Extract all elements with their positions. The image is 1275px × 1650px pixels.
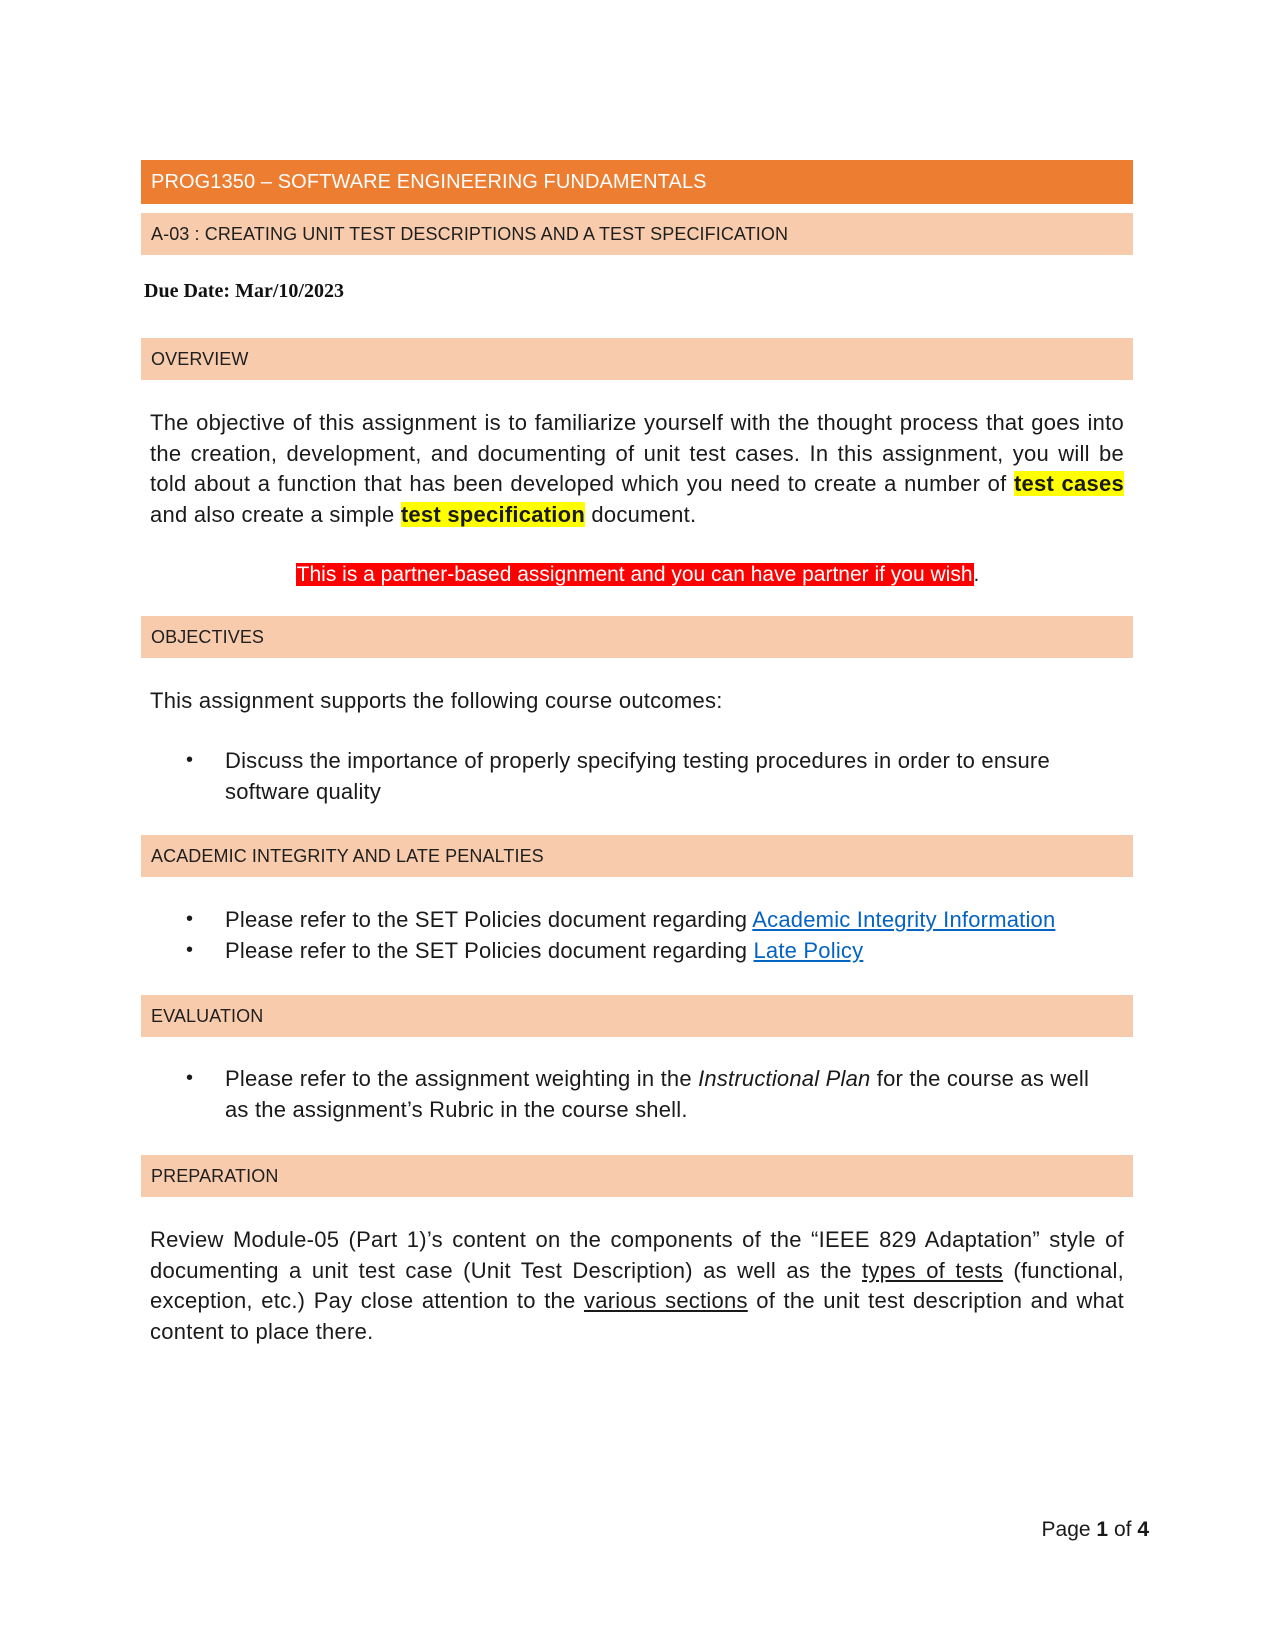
partner-note-text: This is a partner-based assignment and you can have partner if you wish xyxy=(296,563,973,586)
assignment-title-bar xyxy=(141,213,1133,255)
integrity-list xyxy=(150,904,1110,966)
page-current: 1 xyxy=(1096,1518,1109,1541)
objective-item xyxy=(150,745,1110,807)
integrity-item xyxy=(150,904,1110,935)
integrity-item xyxy=(150,935,1110,966)
preparation-text-1: Review Module-05 (Part 1)’s content on the components of the “IEEE 829 Adaptation” style of documenting a unit test case (Unit Test Description) as well as the xyxy=(150,1227,1124,1283)
overview-text-1: The objective of this assignment is to familiarize yourself with the thought process that goes into the creation, development, and documenting of unit test cases. In this assignment, you will be told about a function that has been developed which you need to create a number of xyxy=(150,410,1124,496)
bullet-icon: • xyxy=(186,1067,194,1089)
preparation-text-2: (functional, exception, etc.) Pay close attention to the xyxy=(150,1257,1124,1313)
partner-note-period: . xyxy=(973,563,980,586)
preparation-heading: PREPARATION xyxy=(151,1165,279,1186)
integrity-heading: ACADEMIC INTEGRITY AND LATE PENALTIES xyxy=(151,845,544,866)
overview-text-2: and also create a simple xyxy=(150,501,401,527)
preparation-text-3: of the unit test description and what content to place there. xyxy=(150,1288,1124,1344)
bullet-icon: • xyxy=(186,749,194,771)
evaluation-heading-bar xyxy=(141,995,1133,1037)
objective-text: Discuss the importance of properly specifying testing procedures in order to ensure software quality xyxy=(225,748,1050,804)
evaluation-text-2: for the course as well as the assignment’s Rubric in the course shell. xyxy=(225,1066,1090,1122)
course-title: PROG1350 – SOFTWARE ENGINEERING FUNDAMENTALS xyxy=(151,170,707,193)
integrity-heading-bar xyxy=(141,835,1133,877)
overview-heading: OVERVIEW xyxy=(151,348,249,369)
due-date: Due Date: Mar/10/2023 xyxy=(144,280,344,302)
objectives-list xyxy=(150,745,1110,807)
objectives-heading-bar xyxy=(141,616,1133,658)
late-policy-link[interactable]: Late Policy xyxy=(753,938,864,963)
assignment-title: A-03 : CREATING UNIT TEST DESCRIPTIONS AND A TEST SPECIFICATION xyxy=(151,223,789,244)
course-title-bar xyxy=(141,160,1133,204)
overview-heading-bar xyxy=(141,338,1133,380)
page-of: of xyxy=(1113,1518,1132,1541)
preparation-paragraph xyxy=(150,1225,1124,1347)
overview-text-3: document. xyxy=(585,501,697,527)
page-number xyxy=(1042,1518,1149,1542)
highlight-test-cases: test cases xyxy=(1013,471,1124,496)
partner-note xyxy=(0,561,1275,589)
types-of-tests-text: types of tests xyxy=(862,1257,1004,1283)
instructional-plan-text: Instructional Plan xyxy=(698,1066,871,1091)
page-total: 4 xyxy=(1137,1518,1149,1541)
evaluation-list xyxy=(150,1063,1110,1125)
bullet-icon: • xyxy=(186,939,194,961)
evaluation-heading: EVALUATION xyxy=(151,1005,264,1026)
bullet-icon: • xyxy=(186,908,194,930)
academic-integrity-link[interactable]: Academic Integrity Information xyxy=(752,907,1056,932)
page-label: Page xyxy=(1041,1518,1091,1541)
various-sections-text: various sections xyxy=(583,1288,748,1313)
integrity-item-text: Please refer to the SET Policies document regarding xyxy=(225,907,753,932)
evaluation-text-1: Please refer to the assignment weighting in the xyxy=(225,1066,699,1091)
highlight-test-specification: test specification xyxy=(400,501,586,527)
integrity-item-text: Please refer to the SET Policies document regarding xyxy=(225,938,754,963)
objectives-heading: OBJECTIVES xyxy=(151,626,265,647)
preparation-heading-bar xyxy=(141,1155,1133,1197)
objectives-intro: This assignment supports the following course outcomes: xyxy=(150,688,723,713)
overview-paragraph xyxy=(150,408,1124,530)
evaluation-item xyxy=(150,1063,1110,1125)
